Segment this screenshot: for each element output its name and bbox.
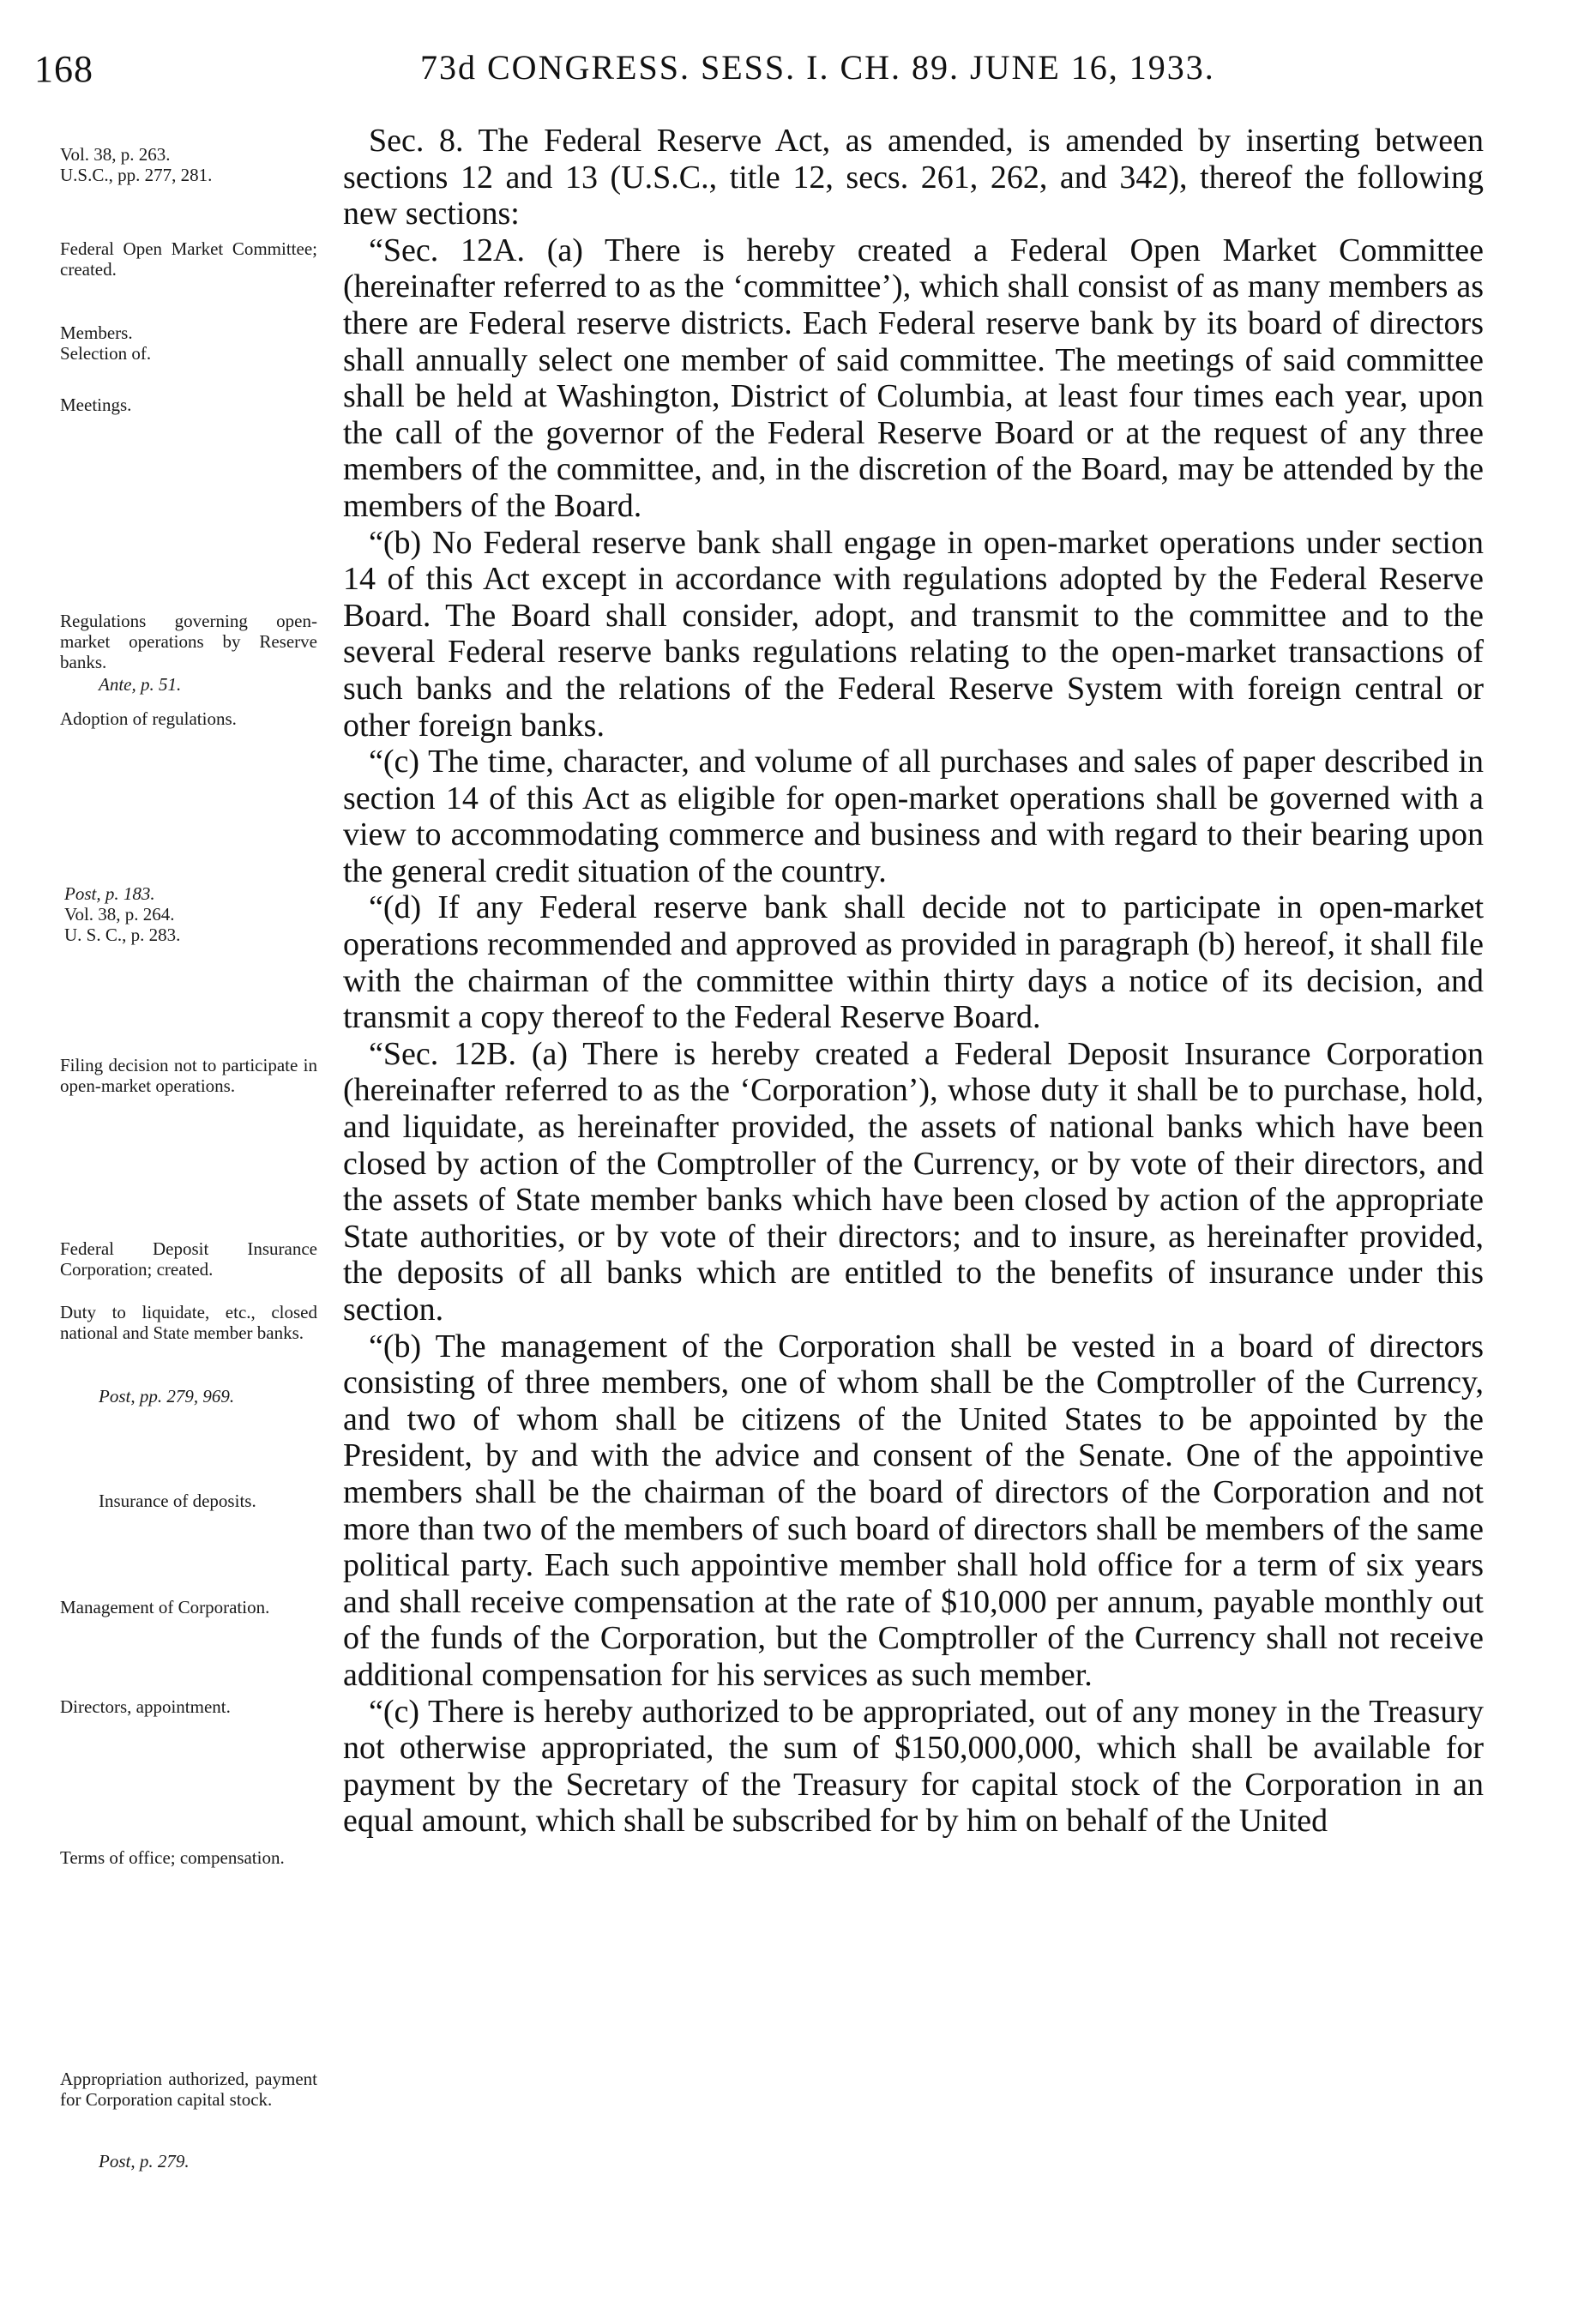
paragraph-sec12a-b: “(b) No Federal reserve bank shall engage in open-market operations under section 14 of this Act except in accordance with regulations adopted by the Federal Reserve Board. The Board shall consider, adopt, and transmit to the committee and to the several Federal reserve banks regulations relating to the open-market transactions of such banks and the relations of the Federal Reserve System with foreign central or other foreign banks. <box>343 524 1484 744</box>
margin-citation-post-p279: Post, p. 279. <box>99 2151 190 2171</box>
paragraph-sec12a-c: “(c) The time, character, and volume of all purchases and sales of paper described in section 14 of this Act as eligible for open-market operations shall be governed with a view to accommodating commerce and business and with regard to their bearing upon the general credit situation of the country. <box>343 744 1484 889</box>
paragraph-sec12b-b: “(b) The management of the Corporation shall be vested in a board of directors consisting of three members, one of whom shall be the Comptroller of the Currency, and two of whom shall be citizens of the United States to be appointed by the President, by and with the advice and consent of the Senate. One of the appointive members shall be the chairman of the board of directors of the Corporation and not more than two of the members of such board of directors shall be members of the same political party. Each such appointive member shall hold office for a term of six years and shall receive compensation at the rate of $10,000 per annum, payable monthly out of the funds of the Corporation, but the Comptroller of the Currency shall not receive additional compensation for his services as such member. <box>343 1328 1484 1693</box>
statute-body <box>343 123 1484 1840</box>
margin-citation-ante-p51: Ante, p. 51. <box>99 674 182 695</box>
margin-note-terms: Terms of office; compensation. <box>60 1847 285 1868</box>
running-head: 73d CONGRESS. SESS. I. CH. 89. JUNE 16, 1933. <box>420 48 1215 87</box>
margin-citation-post-pp279-969: Post, pp. 279, 969. <box>99 1386 235 1406</box>
margin-note-regulations: Regulations governing open-market operations by Reserve banks. <box>60 611 317 672</box>
margin-note-fomc-created: Federal Open Market Committee; created. <box>60 238 317 280</box>
paragraph-sec12b-c: “(c) There is hereby authorized to be appropriated, out of any money in the Treasury not otherwise appropriated, the sum of $150,000,000, which shall be available for payment by the Secretary of the Treasury for capital stock of the Corporation in an equal amount, which shall be subscribed for by him on behalf of the United <box>343 1693 1484 1840</box>
margin-note-management: Management of Corporation. <box>60 1597 270 1617</box>
margin-note-fdic-created: Federal Deposit Insurance Corporation; created. <box>60 1238 317 1280</box>
margin-note-insurance: Insurance of deposits. <box>99 1491 256 1511</box>
margin-note-members: Members. Selection of. <box>60 322 152 364</box>
margin-note-meetings: Meetings. <box>60 395 132 415</box>
margin-citation-post-p183: Post, p. 183. Vol. 38, p. 264. U. S. C., p. 283. <box>64 883 181 945</box>
margin-note-appropriation: Appropriation authorized, payment for Corporation capital stock. <box>60 2069 317 2110</box>
margin-note-adoption: Adoption of regulations. <box>60 708 237 729</box>
paragraph-sec12a-a: “Sec. 12A. (a) There is hereby created a Federal Open Market Committee (hereinafter referred to as the ‘committee’), which shall consist of as many members as there are Federal reserve districts. Each Federal reserve bank by its board of directors shall annually select one member of said committee. The meetings of said committee shall be held at Washington, District of Columbia, at least four times each year, upon the call of the governor of the Federal Reserve Board or at the request of any three members of the committee, and, in the discretion of the Board, may be attended by the members of the Board. <box>343 232 1484 524</box>
margin-note-filing: Filing decision not to participate in open-market operations. <box>60 1055 317 1096</box>
margin-note-duty: Duty to liquidate, etc., closed national and State member banks. <box>60 1302 317 1343</box>
page-number: 168 <box>34 48 93 90</box>
paragraph-sec8: Sec. 8. The Federal Reserve Act, as amended, is amended by inserting between sections 12 and 13 (U.S.C., title 12, secs. 261, 262, and 342), thereof the following new sections: <box>343 123 1484 232</box>
paragraph-sec12a-d: “(d) If any Federal reserve bank shall decide not to participate in open-market operations recommended and approved as provided in paragraph (b) hereof, it shall file with the chairman of the committee within thirty days a notice of its decision, and transmit a copy thereof to the Federal Reserve Board. <box>343 889 1484 1036</box>
margin-citation-vol38-p263: Vol. 38, p. 263. U.S.C., pp. 277, 281. <box>60 144 213 185</box>
margin-note-directors: Directors, appointment. <box>60 1696 231 1717</box>
paragraph-sec12b-a: “Sec. 12B. (a) There is hereby created a Federal Deposit Insurance Corporation (hereinafter referred to as the ‘Corporation’), whose duty it shall be to purchase, hold, and liquidate, as hereinafter provided, the assets of national banks which have been closed by action of the Comptroller of the Currency, or by vote of their directors, and the assets of State member banks which have been closed by action of the appropriate State authorities, or by vote of their directors; and to insure, as hereinafter provided, the deposits of all banks which are entitled to the benefits of insurance under this section. <box>343 1035 1484 1328</box>
